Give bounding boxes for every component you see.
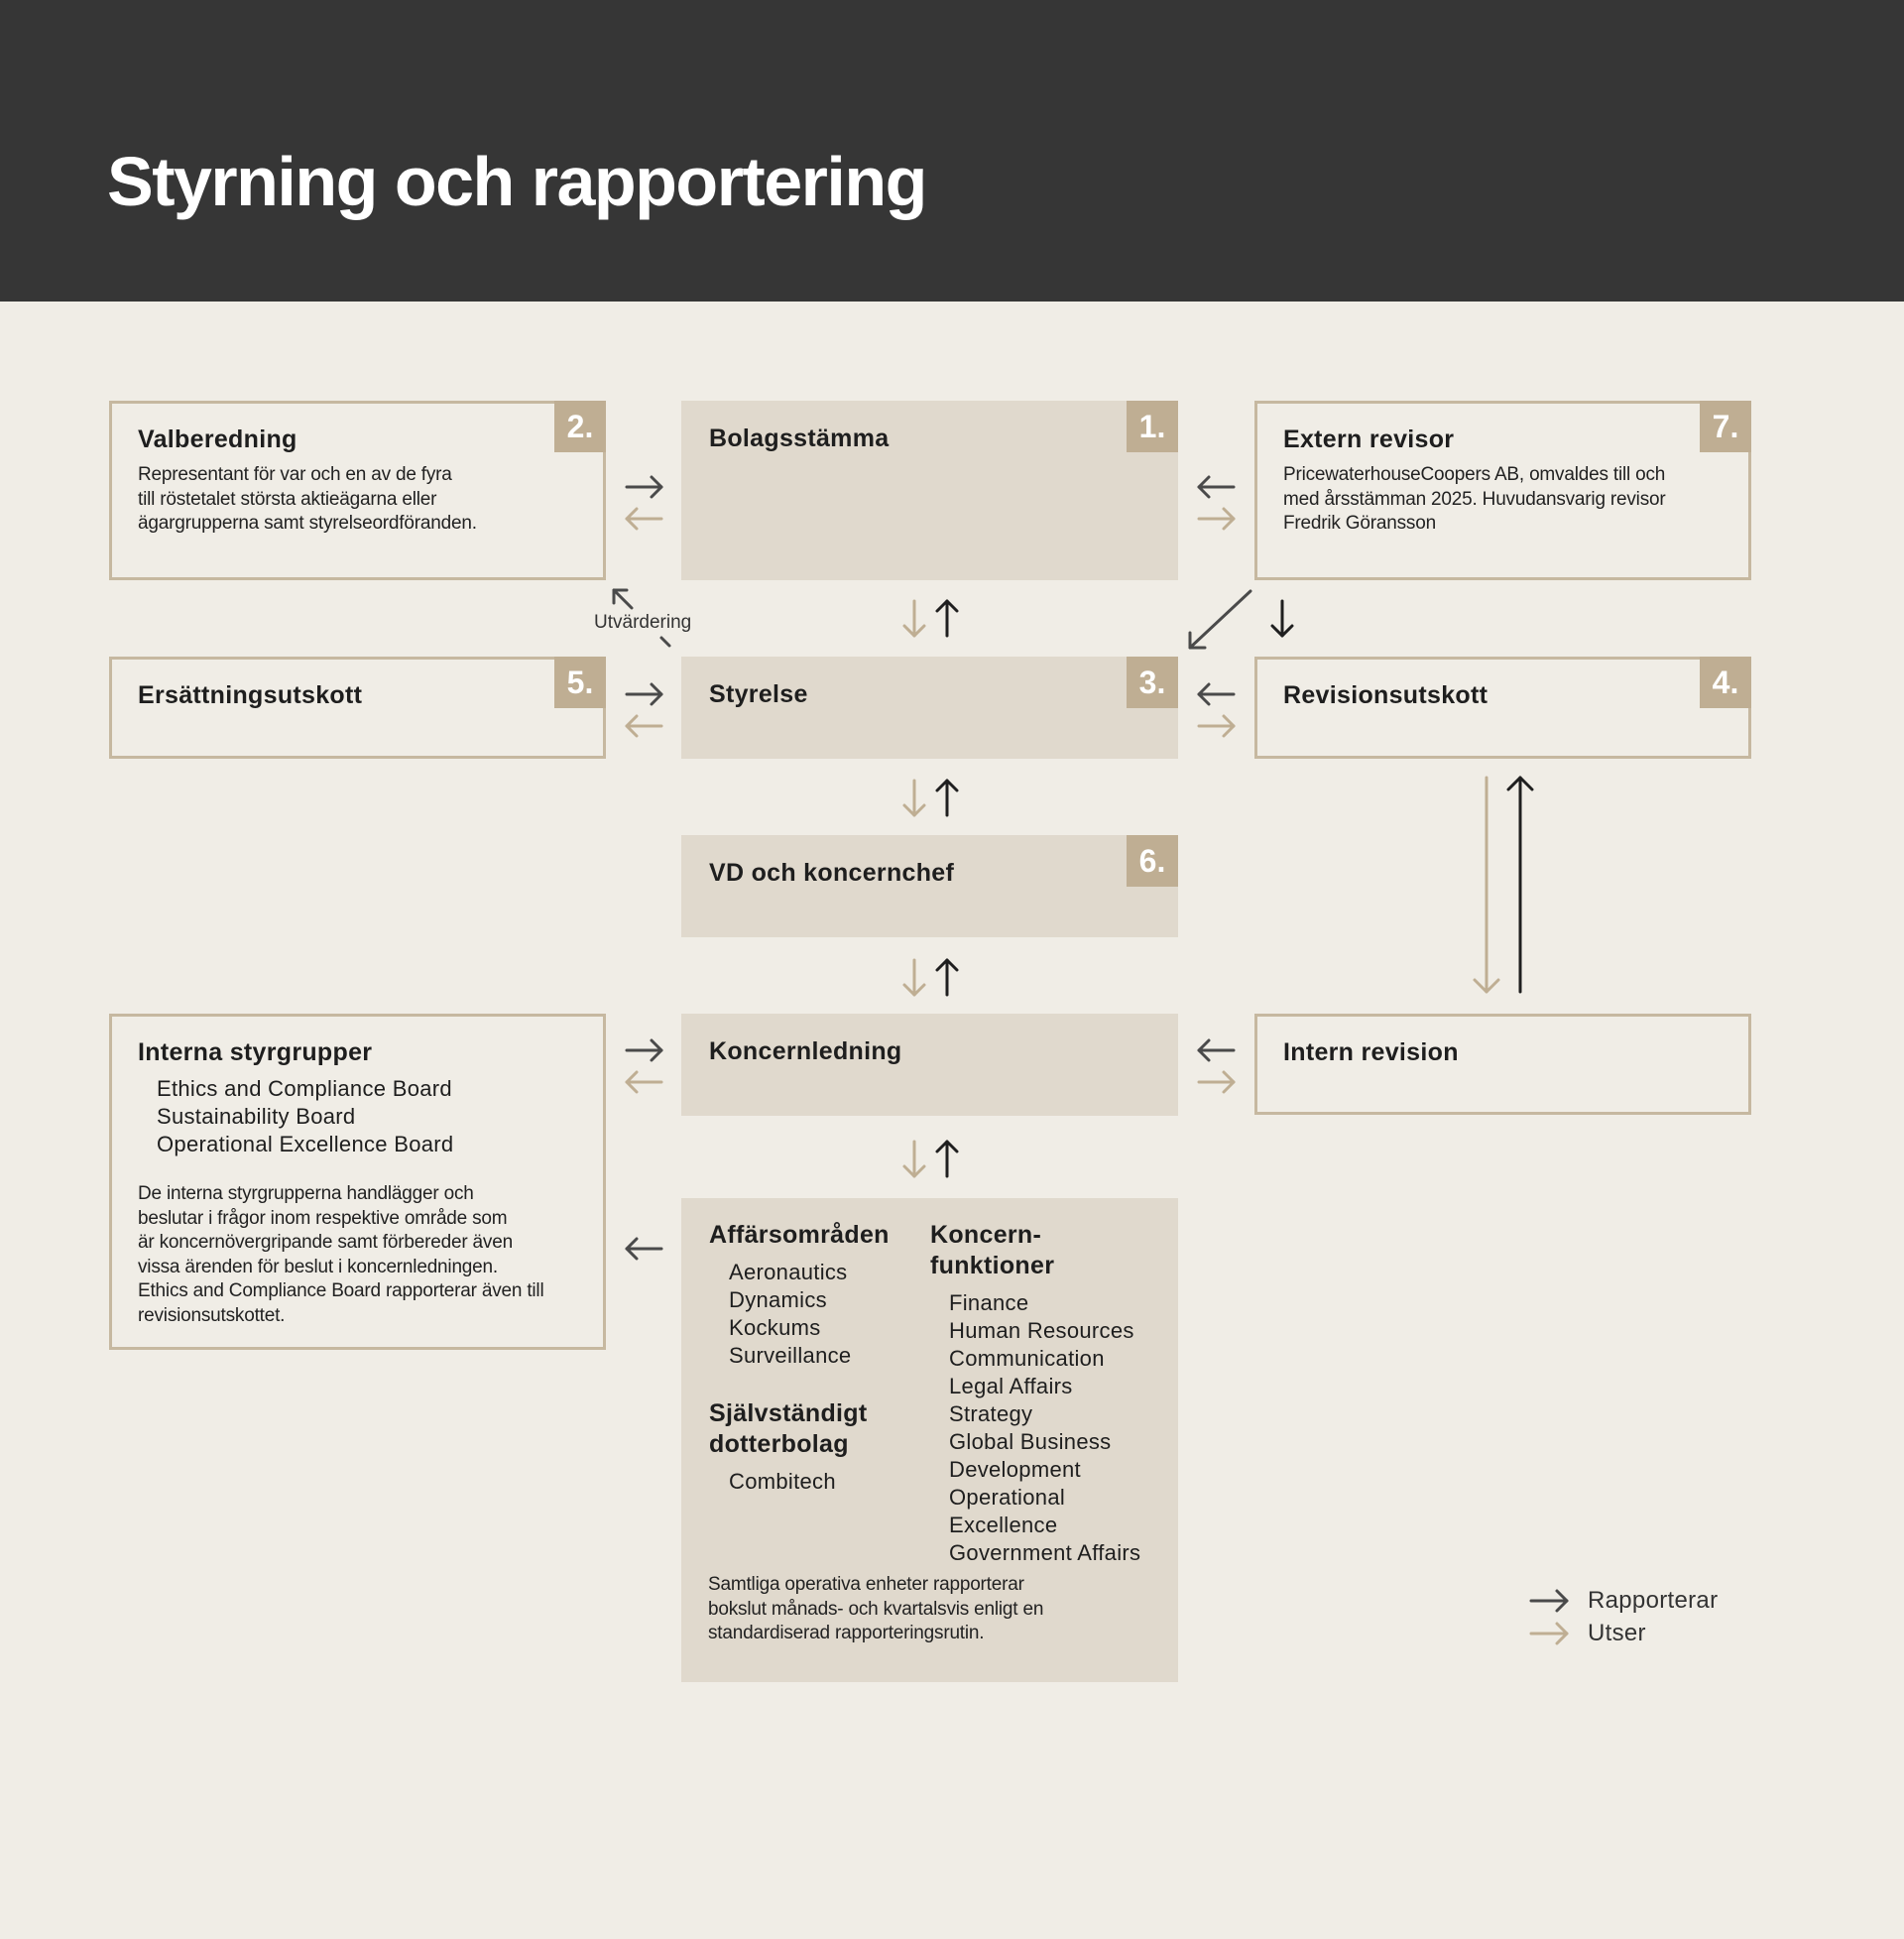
appoints-arrow <box>627 716 661 736</box>
affarsomraden-heading: Affärsområden <box>709 1221 890 1249</box>
list-item: Ethics and Compliance Board <box>157 1076 452 1101</box>
list-item: Kockums <box>729 1315 821 1340</box>
page-title: Styrning och rapportering <box>107 143 926 220</box>
box-title: Extern revisor <box>1283 425 1455 453</box>
reports-arrow <box>1508 778 1532 992</box>
evaluation-label: Utvärdering <box>594 612 692 633</box>
reports-arrow <box>1272 601 1292 636</box>
appoints-arrow <box>1199 716 1234 736</box>
appoints-arrow <box>1199 509 1234 529</box>
box-title: Interna styrgrupper <box>138 1038 373 1066</box>
list-item: Combitech <box>729 1469 836 1494</box>
box-title: Styrelse <box>709 680 808 708</box>
appoints-arrow <box>904 960 924 995</box>
appoints-arrow <box>904 601 924 636</box>
reports-arrow <box>627 1239 661 1259</box>
appoints-arrow <box>904 781 924 815</box>
box-description: De interna styrgrupperna handlägger och beslutar i frågor inom respektive område som är koncernövergripande samt förbereder även vissa ärenden för beslut i koncernledningen. Ethics and Compliance Board rapporterar även till revisionsutskottet. <box>138 1183 544 1326</box>
list-item: Development <box>949 1457 1081 1482</box>
appoints-arrow <box>627 1072 661 1092</box>
reports-arrow <box>1199 1040 1234 1060</box>
reports-arrow <box>627 477 661 497</box>
box-title: Revisionsutskott <box>1283 681 1488 709</box>
box-title: VD och koncernchef <box>709 859 955 887</box>
box-number: 3. <box>1127 657 1178 708</box>
reports-arrow <box>1190 591 1250 648</box>
reports-arrow <box>1199 684 1234 704</box>
operations-footnote: Samtliga operativa enheter rapporterar bokslut månads- och kvartalsvis enligt en standardiserad rapporteringsrutin. <box>708 1574 1044 1643</box>
box-number: 2. <box>554 401 606 452</box>
box-number: 1. <box>1127 401 1178 452</box>
list-item: Legal Affairs <box>949 1374 1073 1398</box>
legend-reports-arrow <box>1531 1591 1567 1611</box>
reports-arrow <box>627 1040 661 1060</box>
legend-appoints-label: Utser <box>1588 1620 1646 1646</box>
list-item: Surveillance <box>729 1343 852 1368</box>
koncernfunktioner-heading: Koncern- funktioner <box>930 1221 1055 1279</box>
list-item: Aeronautics <box>729 1260 848 1284</box>
reports-arrow <box>1199 477 1234 497</box>
box-title: Bolagsstämma <box>709 424 890 452</box>
reports-arrow <box>937 601 957 636</box>
list-item: Strategy <box>949 1401 1033 1426</box>
list-item: Global Business <box>949 1429 1112 1454</box>
box-number: 5. <box>554 657 606 708</box>
list-item: Operational <box>949 1485 1066 1510</box>
box-description: Representant för var och en av de fyra till röstetalet största aktieägarna eller ägargrupperna samt styrelseordföranden. <box>138 464 477 534</box>
box-title: Valberedning <box>138 425 298 453</box>
list-item: Sustainability Board <box>157 1104 356 1129</box>
list-item: Operational Excellence Board <box>157 1132 454 1156</box>
legend-reports-label: Rapporterar <box>1588 1587 1719 1614</box>
list-item: Dynamics <box>729 1287 827 1312</box>
box-title: Intern revision <box>1283 1038 1459 1066</box>
box-title: Koncernledning <box>709 1037 902 1065</box>
box-number: 6. <box>1127 835 1178 887</box>
list-item: Communication <box>949 1346 1105 1371</box>
list-item: Excellence <box>949 1513 1058 1537</box>
reports-arrow <box>937 781 957 815</box>
box-title: Ersättningsutskott <box>138 681 363 709</box>
list-item: Human Resources <box>949 1318 1134 1343</box>
appoints-arrow <box>1475 778 1498 992</box>
list-item: Finance <box>949 1290 1029 1315</box>
legend-appoints-arrow <box>1531 1624 1567 1643</box>
reports-arrow <box>627 684 661 704</box>
appoints-arrow <box>1199 1072 1234 1092</box>
appoints-arrow <box>627 509 661 529</box>
box-number: 4. <box>1700 657 1751 708</box>
appoints-arrow <box>904 1142 924 1176</box>
list-item: Government Affairs <box>949 1540 1141 1565</box>
reports-arrow <box>937 1142 957 1176</box>
dotterbolag-heading: Självständigt dotterbolag <box>709 1399 868 1458</box>
box-description: PricewaterhouseCoopers AB, omvaldes till och med årsstämman 2025. Huvudansvarig revisor Fredrik Göransson <box>1283 464 1666 534</box>
reports-arrow <box>937 960 957 995</box>
box-number: 7. <box>1700 401 1751 452</box>
